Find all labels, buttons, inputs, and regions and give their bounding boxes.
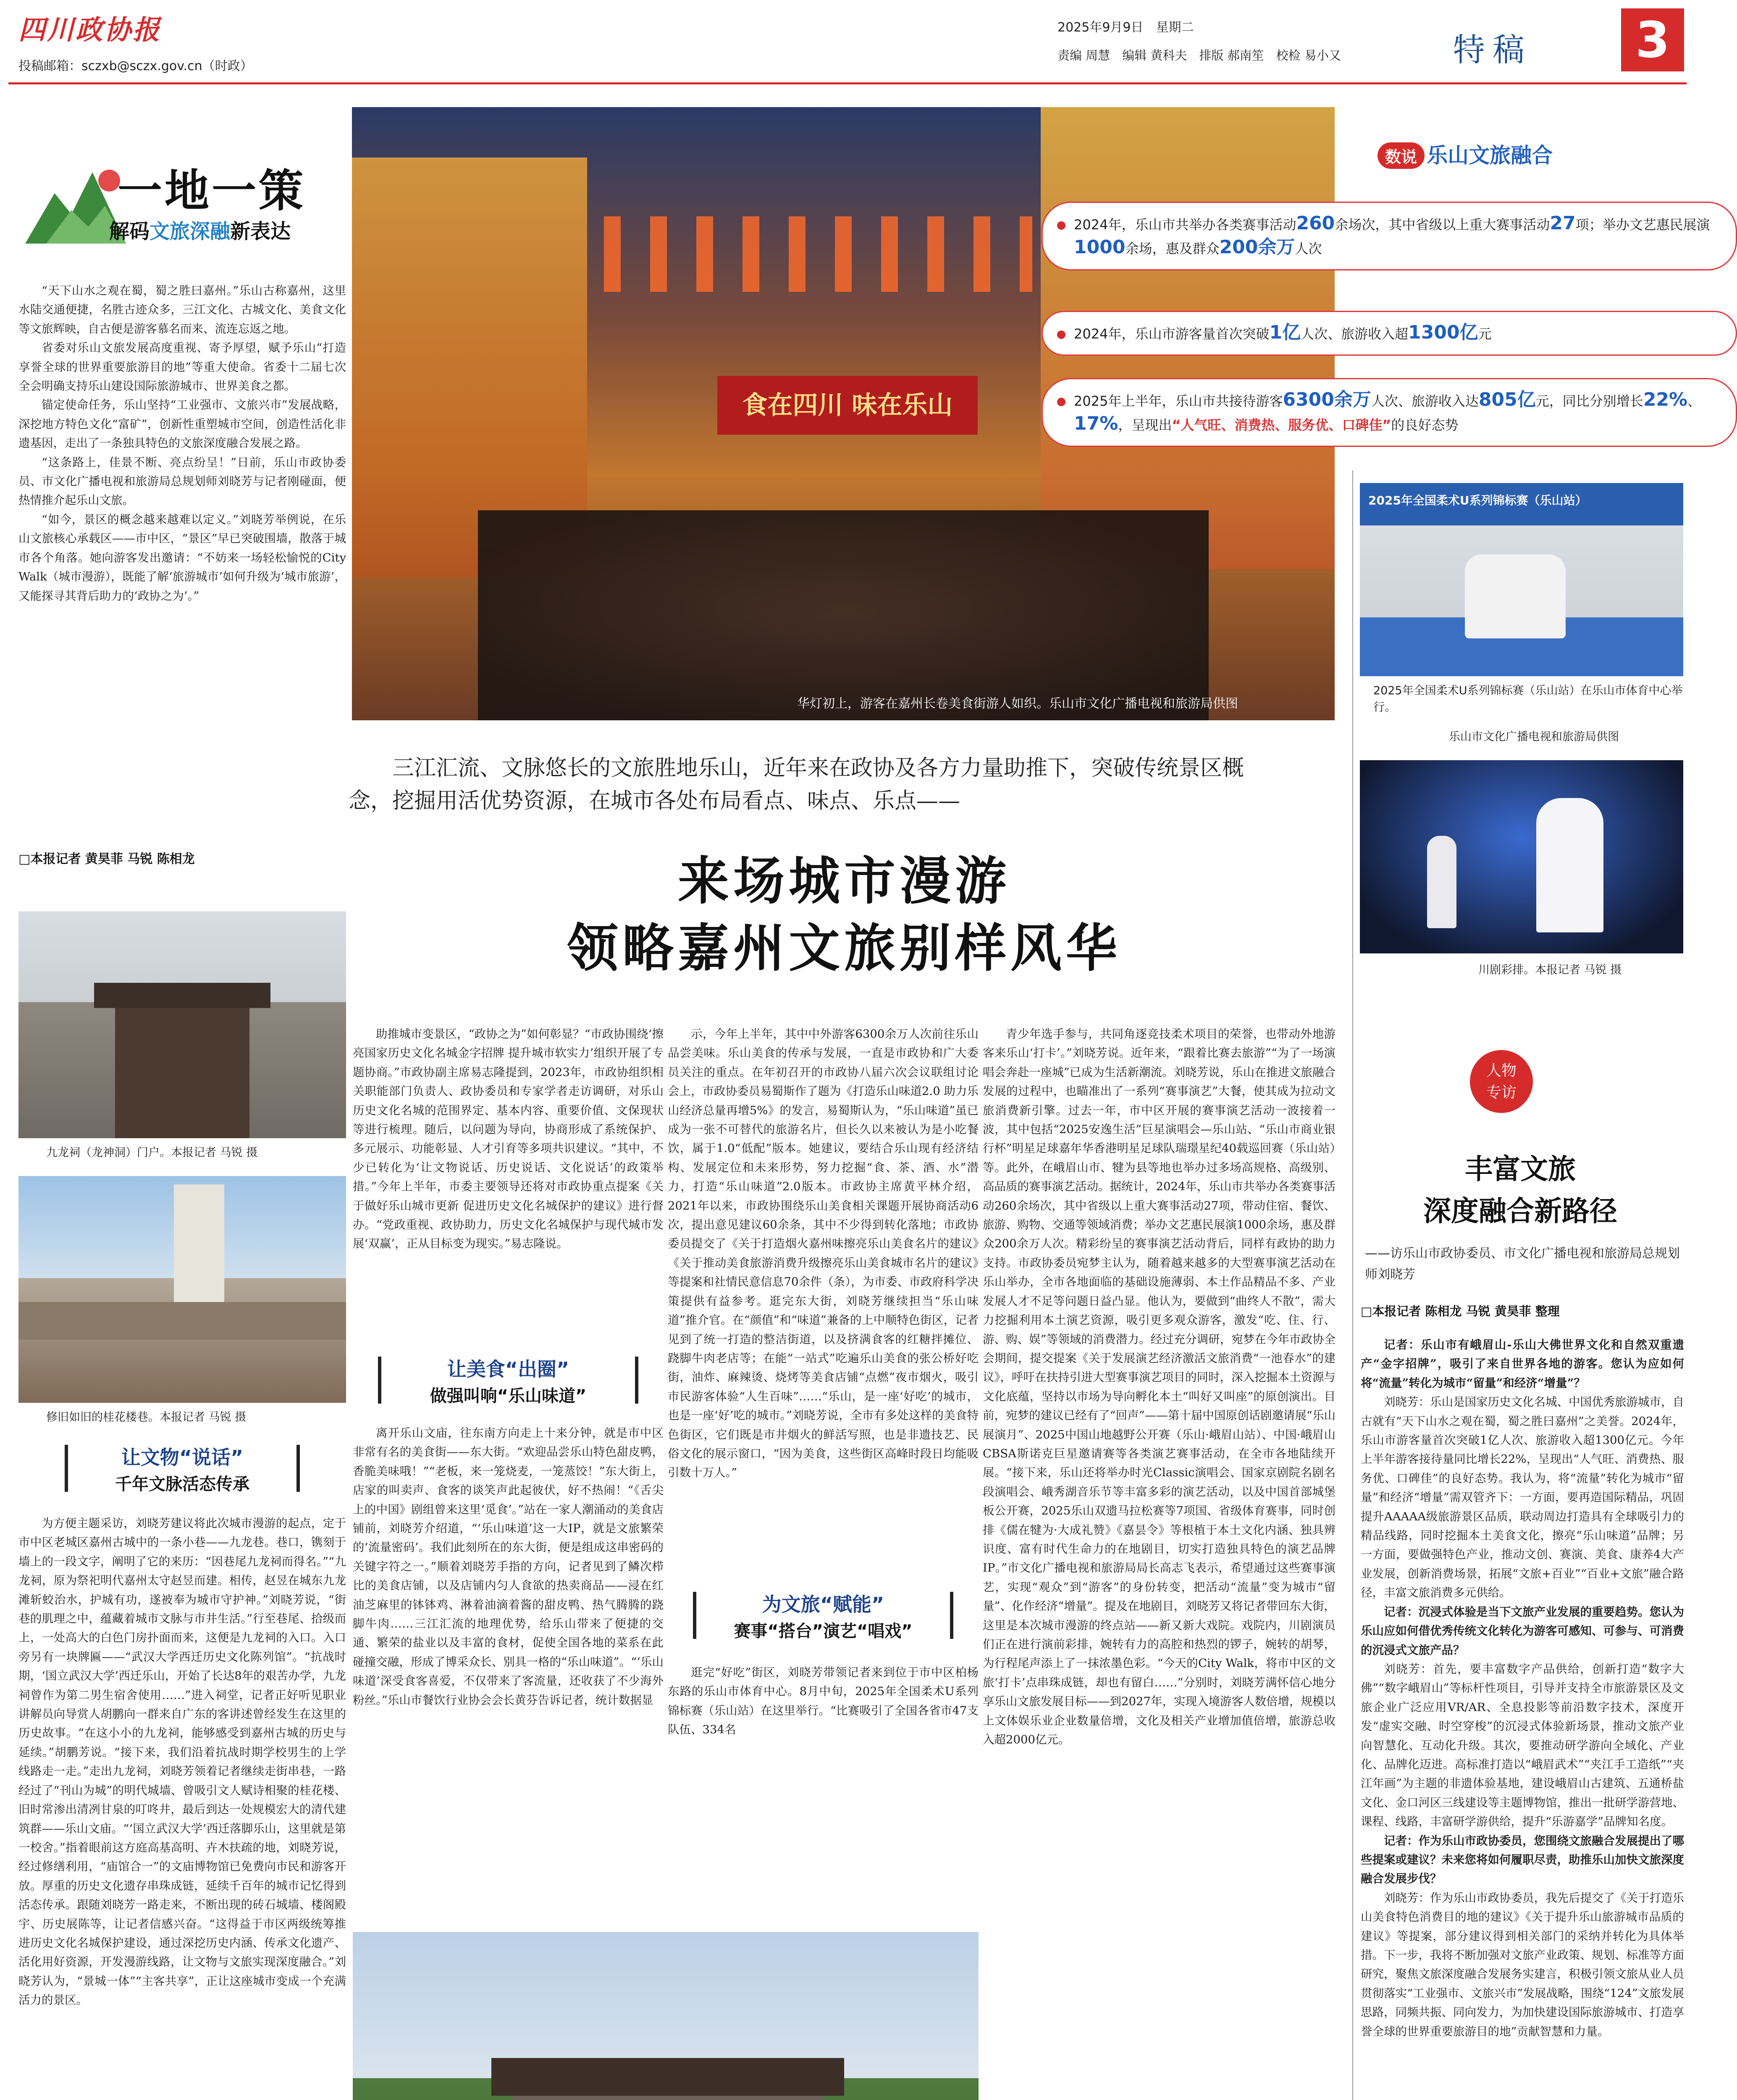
masthead xyxy=(0,0,1695,84)
stats-title xyxy=(1378,139,1553,169)
intro-byline: □本报记者 黄昊菲 马锐 陈相龙 xyxy=(18,852,195,866)
stats-title-tag: 数说 xyxy=(1378,142,1425,169)
body-paragraph: 为方便主题采访，刘晓芳建议将此次城市漫游的起点，定于市中区老城区嘉州古城中的一条小巷——九龙巷。巷口，镌刻于墙上的一段文字，阐明了它的来历：“因巷尾九龙祠而得名。”“九龙祠，原为祭祀明代嘉州太守赵昱而建。相传，赵昱在城东九龙滩斩蛟治水，护城有功，遂被奉为城市守护神。”刘晓芳说，“街巷的肌理之中，蕴藏着城市文脉与市井生活。”行至巷尾、拾级而上，一处高大的白色门房扑面而来，这便是九龙祠的入口。入口旁另有一块牌匾——“武汉大学西迁历史文化陈列馆”。“抗战时期，‘国立武汉大学’西迁乐山，开始了长达8年的艰苦办学，九龙祠曾作为第二男生宿舍使用……”进入祠堂，记者正好听见职业讲解员向导赏人胡鹏向一群来自广东的客讲述曾经发生在这里的历史故事。“在这小小的九龙祠，能够感受到嘉州古城的历史与延续。”胡鹏芳说。“接下来，我们沿着抗战时期学校男生的上学线路走一走。”走出九龙祠，刘晓芳领着记者继续走街串巷，一路经过了“刊山为城”的明代城墙、曾吸引文人赋诗相聚的桂花楼、旧时常渗出清冽甘泉的叮咚井，最后到达一处规模宏大的清代建筑群——乐山文庙。“‘国立武汉大学’西迁落脚乐山，这里就是第一校舍。”指着眼前这方庭高基高明、卉木扶疏的地，刘晓芳说，经过修缮利用，“庙馆合一”的文庙博物馆已免费向市民和游客开放。厚重的历史文化遗存串珠成链，延续千百年的城市记忆得到活态传承。跟随刘晓芳一路走来，不断出现的砖石城墙、楼阁殿宇、历史展陈等，让记者信感兴奋。“这得益于市区两级统筹推进历史文化名城保护建设，通过深挖历史内涵、传承文化遗产、活化用好资源，开发漫游线路，让文物与文旅实现深度融合。”刘晓芳认为，“景城一体”“主客共享”，正让这座城市变成一个充满活力的景区。 xyxy=(18,1517,346,2007)
interview-question: 记者：沉浸式体验是当下文旅产业发展的重要趋势。您认为乐山应如何借优秀传统文化转化为游客可感知、可参与、可消费的沉浸式文旅产品？ xyxy=(1361,1605,1684,1657)
subhead-3 xyxy=(668,1592,979,1651)
intro-paragraph: “天下山水之观在蜀，蜀之胜曰嘉州。”乐山古称嘉州，这里水陆交通便捷，名胜古迹众多，三江文化、古城文化、美食文化等文旅辉映，自古便是游客慕名而来、流连忘返之地。 xyxy=(18,284,346,336)
subhead-1-title: 让文物“说话” xyxy=(121,1446,244,1469)
lantern-row xyxy=(604,216,1032,292)
stat-number: 1亿 xyxy=(1269,322,1301,343)
stat-item-2024-visitors xyxy=(1042,311,1737,356)
stat-text: 元，同比分别增长 xyxy=(1535,393,1643,409)
headline-line-2: 领略嘉州文旅别样风华 xyxy=(567,919,1121,978)
section-name: 特稿 xyxy=(1453,31,1532,68)
gate-roof xyxy=(94,983,270,1008)
stat-text: 人次 xyxy=(1295,241,1322,257)
series-logo xyxy=(17,155,344,260)
subhead-bar-left xyxy=(378,1357,381,1404)
body-paragraph: 离开乐山文庙，往东南方向走上十来分钟，就是市中区非常有名的美食街——东大街。“欢迎品尝乐山特色甜皮鸭，香脆美味哦！”“老板，来一笼烧麦，一笼蒸饺！”东大街上，店家的叫卖声、食客的谈笑声此起彼伏，好不热闹！“《舌尖上的中国》剧组曾来这里‘觅食’。”站在一家人潮涌动的美食店铺前，刘晓芳介绍道，“‘乐山味道’这一大IP，就是文旅繁荣的‘流量密码’。我们此刻所在的东大街，便是组成这串密码的关键字符之一。”顺着刘晓芳手指的方向，记者见到了鳞次栉比的美食店铺，以及店铺内匀人食欲的热卖商品——浸在红油芝麻里的钵钵鸡、淋着油滴着酱的甜皮鸭、热气腾腾的跷脚牛肉……三江汇流的地理优势，给乐山带来了便捷的交通、繁荣的盐业以及丰富的食材，促使全国各地的菜系在此碰撞交融，形成了博采众长、别具一格的“乐山味道”。“‘乐山味道’深受食客喜爱，不仅带来了客流量，还收获了不少海外粉丝。”乐山市餐饮行业协会会长黄芬告诉记者，统计数据显 xyxy=(353,1426,664,1707)
guihua-photo xyxy=(18,1176,346,1403)
series-subtitle xyxy=(109,215,291,244)
body-paragraph: 逛完“好吃”街区，刘晓芳带领记者来到位于市中区柏杨东路的乐山市体育中心。8月中旬，2025年全国柔术U系列锦标赛（乐山站）在这里举行。“比赛吸引了全国各省市47支队伍、334名 xyxy=(668,1666,979,1737)
subhead-2-title: 让美食“出圈” xyxy=(447,1358,569,1381)
interview-question: 记者：乐山市有峨眉山-乐山大佛世界文化和自然双重遗产“金字招牌”，吸引了来自世界各地的游客。您认为应如何将“流量”转化为城市“留量”和经济“增量”？ xyxy=(1361,1338,1684,1390)
col-a-body xyxy=(18,1514,346,2100)
stat-number: 805亿 xyxy=(1478,389,1536,410)
stat-number: 200余万 xyxy=(1219,236,1295,258)
series-sub-a: 解码 xyxy=(109,220,150,243)
stat-item-2025-h1 xyxy=(1042,378,1737,447)
contact-email: 投稿邮箱：sczxb@sczx.gov.cn（时政） xyxy=(18,59,253,74)
staff-line: 责编 周慧 编辑 黄科夫 排版 郝南笙 校检 易小又 xyxy=(1057,48,1341,63)
stat-text: 余场，惠及群众 xyxy=(1125,241,1220,257)
stage-caption: 川剧彩排。本报记者 马锐 摄 xyxy=(1478,963,1622,976)
interview-answer: 刘晓芳：作为乐山市政协委员，我先后提交了《关于打造乐山美食特色消费目的地的建议》《关于提升乐山旅游城市品质的建议》等提案，部分建议得到相关部门的采纳并转化为具体举措。下一步，我将不断加强对文旅产业政策、规划、标准等方面研究，聚焦文旅深度融合发展务实建言，积极引领文旅从业人员贯彻落实“工业强市、文旅兴市”发展战略，围绕“124”文旅发展思路，同频共振、同向发力，为加快建设国际旅游城市、打造享誉全球的世界重要旅游目的地”贡献智慧和力量。 xyxy=(1361,1891,1684,2038)
issue-date: 2025年9月9日 星期二 xyxy=(1057,20,1194,35)
page-number: 3 xyxy=(1621,8,1684,71)
stat-text: 人次、旅游收入达 xyxy=(1371,393,1479,409)
subhead-1-subtitle: 千年文脉活态传承 xyxy=(115,1475,249,1494)
interview-answer: 刘晓芳：首先，要丰富数字产品供给，创新打造“数字大佛”“数字峨眉山”等标杆性项目，引导并支持全市旅游景区及文旅企业广泛应用VR/AR、全息投影等前沿数字技术，深度开发“虚实交融、时空穿梭”的沉浸式体验新场景，推动文旅产业向智慧化、互动化升级。其次，要推动研学游向全域化、产业化、品牌化迈进。高标准打造以“峨眉武术”“夹江手工造纸”“夹江年画”为主题的非遗体验基地，建设峨眉山古建筑、五通桥盐文化、金口河区三线建设等主题博物馆，推出一批研学游营地、课程、线路，丰富研学游供给，提升“乐游嘉学”品牌知名度。 xyxy=(1361,1662,1684,1829)
judo-caption: 2025年全国柔术U系列锦标赛（乐山站）在乐山市体育中心举行。 xyxy=(1373,684,1683,714)
stat-text: 的良好态势 xyxy=(1391,417,1459,433)
column-divider xyxy=(1352,470,1353,2100)
main-photo-caption: 华灯初上，游客在嘉州长卷美食街游人如织。乐山市文化广播电视和旅游局供图 xyxy=(797,696,1238,711)
street-sign: 食在四川 味在乐山 xyxy=(717,376,978,435)
stat-number: 1000 xyxy=(1074,236,1126,258)
intro-column xyxy=(18,281,346,815)
performer-left xyxy=(1427,836,1456,928)
intro-paragraph: 省委对乐山文旅发展高度重视、寄予厚望，赋予乐山“打造享誉全球的世界重要旅游目的地”等重大使命。省委十二届七次全会明确支持乐山建设国际旅游城市、世界美食之都。 xyxy=(18,341,346,393)
stat-text: 2025年上半年，乐山市共接待游客 xyxy=(1074,393,1283,409)
stat-number: 6300余万 xyxy=(1283,389,1371,410)
interview-tag-b: 专访 xyxy=(1486,1084,1517,1101)
stat-text: 2024年，乐山市共举办各类赛事活动 xyxy=(1074,217,1296,233)
crowd xyxy=(478,510,1209,720)
headline-line-1: 来场城市漫游 xyxy=(678,851,1010,911)
interview-question: 记者：作为乐山市政协委员，您围绕文旅融合发展提出了哪些提案或建议？未来您将如何履职尽责，助推乐山加快文旅深度融合发展步伐？ xyxy=(1361,1834,1684,1886)
stat-number: 22% xyxy=(1643,389,1688,410)
stat-text: 元 xyxy=(1478,326,1492,342)
performer-right xyxy=(1536,798,1603,932)
bullet-dot-icon xyxy=(1057,398,1065,406)
stat-text: 项；举办文艺惠民展演 xyxy=(1575,217,1710,233)
judo-credit: 乐山市文化广播电视和旅游局供图 xyxy=(1449,730,1619,743)
memorial-roof xyxy=(491,2058,844,2096)
subhead-2-subtitle: 做强叫响“乐山味道” xyxy=(430,1386,587,1406)
stat-text: ，呈现出 xyxy=(1118,417,1172,433)
series-title: 一地一策 xyxy=(118,164,306,217)
interview-title-1: 丰富文旅 xyxy=(1465,1153,1576,1185)
judo-fighters xyxy=(1465,554,1566,638)
subhead-bar-right xyxy=(950,1592,953,1639)
subhead-3-title: 为文旅“赋能” xyxy=(762,1593,884,1616)
subhead-bar-right xyxy=(296,1445,300,1492)
intro-paragraph: “这条路上，佳景不断、亮点纷呈！”日前，乐山市政协委员、市文化广播电视和旅游局总规划师刘晓芳与记者刚碰面，便热情推介起乐山文旅。 xyxy=(18,455,346,507)
stat-number: 260 xyxy=(1296,213,1335,234)
guihua-caption: 修旧如旧的桂花楼巷。本报记者 马锐 摄 xyxy=(46,1411,247,1424)
paper-logo: 四川政协报 xyxy=(18,14,161,46)
subhead-3-subtitle: 赛事“搭台”演艺“唱戏” xyxy=(734,1622,913,1641)
body-paragraph: 青少年选手参与，共同角逐竞技柔术项目的荣誉，也带动外地游客来乐山‘打卡’。”刘晓芳说。近年来，“跟着比赛去旅游”“为了一场演唱会奔赴一座城”已成为生活新潮流。刘晓芳说，乐山在推进文旅融合发展的过程中，也瞄准出了一系列“赛事演艺”大餐，使其成为拉动文旅消费新引擎。过去一年，市中区开展的赛事演艺活动一波接着一波，其中包括“2025安逸生活”巨星演唱会—乐山站、“乐山市商业银行杯”明星足球嘉年华香港明星足球队瑞璟星纪40载巡回赛（乐山站）等。此外，在峨眉山市、犍为县等地也举办过多场高规格、高级别、高品质的赛事演艺活动。据统计，2024年，乐山市共举办各类赛事活动260余场次，其中省级以上重大赛事活动27项，带动住宿、餐饮、旅游、购物、交通等领域消费；举办文艺惠民展演1000余场，惠及群众200余万人次。精彩纷呈的赛事演艺活动背后，同样有政协的助力支持。市政协委员宛梦主认为，随着越来越多的大型赛事演艺活动在乐山举办，全市各地面临的基础设施薄弱、本土作品精品不多、产业发展人才不足等问题日益凸显。他认为，要做到“曲终人不散”，需大力挖掘利用本土演艺资源，吸引更多观众游客，激发“吃、住、行、游、购、娱”等领域的消费潜力。经过充分调研，宛梦在今年市政协全会期间，提交提案《关于发展演艺经济激活文旅消费“一池春水”的建议》，呼吁在扶持引进大型赛事演艺项目的同时，深入挖掘本土资源与文化底蕴，坚持以市场为导向孵化本土“叫好又叫座”的原创演出。目前，宛梦的建议已经有了“回声”——第十届中国原创话剧邀请展“乐山展演月”、2025中国山地越野公开赛（乐山·峨眉山站）、中国·峨眉山CBSA斯诺克巨星邀请赛等各类演艺赛事活动，在全市各地陆续开展。“接下来，乐山还将举办时光Classic演唱会、国家京剧院名剧名段演唱会、峨秀湖音乐节等丰富多彩的演艺活动，以及中国首部城堡板公开赛，2025乐山双遗马拉松赛等7项国、省级体育赛事，同时创排《儒在犍为·大成礼赞》《嘉昙令》等根植于本土文化内涵、独具辨识度、富有时代生命力的在地剧目，切实打造独具特色的演艺品牌IP。”市文化广播电视和旅游局局长高志飞表示，希望通过这些赛事演艺，实现“观众”到“游客”的身份转变，把活动“流量”变为城市“留量”、化作经济“增量”。提及在地剧目，刘晓芳又将记者带回东大街，这里是本次城市漫游的终点站——新又新大戏院。戏院内，川剧演员们正在进行演前彩排，婉转有力的高腔和热烈的锣子，婉转的胡琴，为行程尾声添上了一抹浓墨色彩。“今天的City Walk，将市中区的文旅‘打卡’点串珠成链，却也有留白……”分别时，刘晓芳满怀信心地分享乐山文旅发展目标——到2027年，实现入境游客人数倍增，规模以上文体娱乐业企业数量倍增，文化及相关产业增加值倍增，旅游总收入超2000亿元。 xyxy=(983,1027,1336,1747)
intro-paragraph: “如今，景区的概念越来越难以定义。”刘晓芳举例说，在乐山文旅核心承载区——市中区，“景区”早已突破围墙，散落于城市各个角落。她向游客发出邀请：“不妨来一场轻松愉悦的City Walk（城市漫游），既能了解‘旅游城市’如何升级为‘城市旅游’，又能探寻其背后助力的‘政协之为’。” xyxy=(18,512,346,603)
stat-number: 17% xyxy=(1074,413,1118,434)
bullet-dot-icon xyxy=(1057,221,1065,230)
subhead-1 xyxy=(18,1445,346,1504)
bullet-dot-icon xyxy=(1057,331,1065,339)
interview-tag xyxy=(1470,1050,1533,1113)
series-sub-c: 新表达 xyxy=(230,220,291,243)
wall xyxy=(18,1302,346,1340)
masthead-rule xyxy=(8,82,1687,84)
intro-paragraph: 锚定使命任务，乐山坚持“工业强市、文旅兴市”发展战略，深挖地方特色文化“富矿”，创新性重塑城市空间，创造性活化非遗基因，走出了一条独具特色的文旅深度融合发展之路。 xyxy=(18,398,346,450)
judo-banner: 2025年全国柔术U系列锦标赛（乐山站） xyxy=(1368,494,1587,507)
interview-title-2: 深度融合新路径 xyxy=(1423,1195,1617,1227)
stats-title-text: 乐山文旅融合 xyxy=(1427,143,1553,168)
subhead-bar-right xyxy=(635,1357,638,1404)
stat-text: 余场次，其中省级以上重大赛事活动 xyxy=(1335,217,1550,233)
stats-box xyxy=(1042,134,1710,462)
lead-paragraph: 三江汇流、文脉悠长的文旅胜地乐山，近年来在政协及各方力量助推下，突破传统景区概念，挖掘用活优势资源，在城市各处布局看点、味点、乐点—— xyxy=(349,756,1244,814)
jiulongci-caption: 九龙祠（龙神洞）门户。本报记者 马锐 摄 xyxy=(46,1146,258,1159)
body-paragraph: 示，今年上半年，其中中外游客6300余万人次前往乐山品尝美味。乐山美食的传承与发展，一直是市政协和广大委员关注的重点。在年初召开的市政协八届六次会议联组讨论会上，市政协委员易蜀斯作了题为《打造乐山味道2.0 助力乐山经济总量再增5%》的发言，易蜀斯认为，“乐山味道”虽已成为一张不可替代的旅游名片，但长久以来被认为是小吃餐饮，属于1.0“低配”版本。她建议，要结合乐山现有经济结构、发展定位和未来形势，努力挖掘“食、茶、酒、水”潜力，打造“乐山味道”2.0版本。市政协主席黄平林介绍，2021年以来，市政协围绕乐山美食相关课题开展协商活动6次，提出意见建议60余条，其中不少得到转化落地；市政协委员提交了《关于打造烟火嘉州味擦亮乐山美食名片的建议》《关于推动美食旅游消费升级擦亮乐山美食城市名片的建议》等提案和社情民意信息70余件（条），为市委、市政府科学决策提供有益参考。逛完东大街，刘晓芳继续担当“乐山味道”推介官。在“颜值”和“味道”兼备的上中顺特色街区，记者见到了统一打造的整洁街道，以及挤满食客的红糖拌摊位、跷脚牛肉老店等；在能“一站式”吃遍乐山美食的张公桥好吃街，油炸、麻辣烫、烧烤等美食店铺“点燃”夜市烟火，吸引市民游客体验“人生百味”……“乐山，是一座‘好吃’的城市，也是一座‘好’吃的城市。”刘晓芳说，全市有多处这样的美食特色街区，它们既是市井烟火的鲜活写照，也是非遗技艺、民俗文化的展示窗口，“因为美食，这些街区高峰时段日均能吸引数十万人。” xyxy=(668,1027,979,1480)
interview-answer: 刘晓芳：乐山是国家历史文化名城、中国优秀旅游城市，自古就有“天下山水之观在蜀，蜀之胜曰嘉州”之美誉。2024年，乐山市游客量首次突破1亿人次、旅游收入超1300亿元。今年上半年游客接待量同比增长22%，呈现出“人气旺、消费热、服务优、口碑佳”的良好态势。我认为，将“流量”转化为城市“留量”和经济“增量”需双管齐下：一方面，要再造国际精品，巩固提升AAAAA级旅游景区品质，联动周边打造具有全球吸引力的精品线路，同时挖掘本土美食文化，擦亮“乐山味道”品牌；另一方面，要做强特色产业，推动文创、赛演、美食、康养4大产业发展，创新消费场景，拓展“文旅+百业”“百业+文旅”融合路径，丰富文旅消费多元供给。 xyxy=(1361,1395,1684,1600)
col-b-bottom xyxy=(353,1424,664,1919)
series-sub-b: 文旅深融 xyxy=(150,220,231,243)
interview-body xyxy=(1361,1336,1684,2100)
stat-number: 1300亿 xyxy=(1408,322,1478,343)
stat-text: 人次、旅游收入超 xyxy=(1301,326,1409,342)
interview-subtitle: ——访乐山市政协委员、市文化广播电视和旅游局总规划师刘晓芳 xyxy=(1365,1246,1680,1282)
col-c-bottom xyxy=(668,1663,979,1924)
interview-tag-a: 人物 xyxy=(1486,1062,1517,1079)
stat-number: 27 xyxy=(1550,213,1576,234)
jiulongci-photo xyxy=(18,911,346,1138)
judo-photo xyxy=(1360,483,1683,676)
interview-byline: □本报记者 陈相龙 马锐 黄昊菲 整理 xyxy=(1361,1304,1560,1318)
subhead-bar-left xyxy=(65,1445,68,1492)
subhead-bar-left xyxy=(693,1592,696,1639)
subhead-2-visible xyxy=(353,1357,664,1415)
stat-text: 、 xyxy=(1687,393,1701,409)
stat-item-2024-events xyxy=(1042,202,1737,270)
body-paragraph: 助推城市变景区，“政协之为”如何彰显？“市政协围绕‘擦亮国家历史文化名城金字招牌 提升城市软实力’组织开展了专题协商。”市政协副主席易志隆提到，2023年，市政协组织相关职能部门负责人、政协委员和专家学者走访调研，对乐山历史文化名城的范围界定、基本内容、重要价值、文保现状等进行梳理。随后，以问题为导向，协商形成了系统保护、多元展示、功能彰显、人才引育等多项共识建议。“其中，不少已转化为‘让文物说话、历史说话、文化说话’的政策举措。”今年上半年，市委主要领导还将对市政协重点提案《关于做好乐山城市更新 促进历史文化名城保护的建议》进行督办。“党政重视、政协助力，历史文化名城保护与现代城市发展‘双赢’，正从目标变为现实。”易志隆说。 xyxy=(353,1027,664,1251)
col-d-body xyxy=(983,1025,1336,2100)
gate xyxy=(115,1000,249,1138)
stage-photo xyxy=(1360,760,1683,953)
museum-photo xyxy=(353,1932,979,2100)
stat-text: 2024年，乐山市游客量首次突破 xyxy=(1074,326,1270,342)
stat-highlight: “人气旺、消费热、服务优、口碑佳” xyxy=(1172,417,1391,433)
